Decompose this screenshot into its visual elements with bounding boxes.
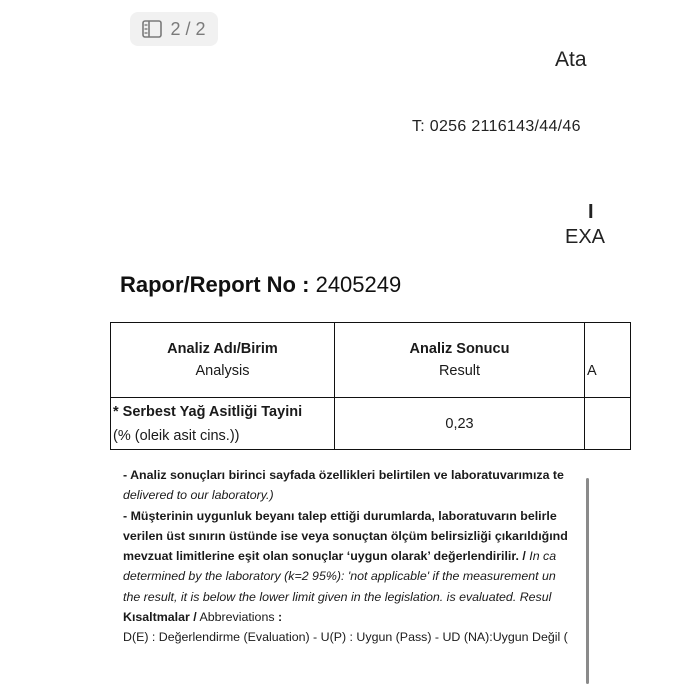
header-cell-analysis: Analiz Adı/Birim Analysis bbox=[111, 323, 335, 398]
note-line: delivered to our laboratory.) bbox=[123, 488, 274, 503]
note-line: verilen üst sınırın üstünde ise veya sonuçtan ölçüm belirsizliği çıkarıldığınd bbox=[123, 528, 568, 543]
report-number-line bbox=[120, 272, 401, 298]
document-subtitle: EXA bbox=[565, 226, 606, 248]
abbreviations-heading: Kısaltmalar / Abbreviations : bbox=[123, 610, 283, 625]
note-line: determined by the laboratory (k=2 95%): 'not applicable' if the measurement un bbox=[123, 569, 556, 584]
report-number-label: Rapor/Report No : bbox=[120, 272, 310, 297]
company-name: Ata bbox=[555, 48, 587, 71]
abbreviations-line: D(E) : Değerlendirme (Evaluation) - U(P) : Uygun (Pass) - UD (NA):Uygun Değil ( bbox=[123, 630, 568, 645]
parameter-cell: * Serbest Yağ Asitliği Tayini (% (oleik asit cins.)) bbox=[111, 398, 335, 450]
vertical-scrollbar[interactable] bbox=[586, 478, 589, 684]
table-header-row bbox=[111, 323, 631, 398]
header-cell-result: Analiz Sonucu Result bbox=[335, 323, 585, 398]
note-line: - Müşterinin uygunluk beyanı talep ettiği durumlarda, laboratuvarın belirle bbox=[123, 508, 557, 523]
phone-number: T: 0256 2116143/44/46 bbox=[412, 118, 581, 135]
page-indicator-text: 2 / 2 bbox=[170, 18, 206, 39]
note-line: the result, it is below the lower limit given in the legislation. is evaluated. Resul bbox=[123, 589, 552, 604]
note-line: - Analiz sonuçları birinci sayfada özellikleri belirtilen ve laboratuvarımıza te bbox=[123, 468, 564, 482]
notes-section bbox=[123, 465, 568, 648]
result-cell: 0,23 bbox=[335, 398, 585, 450]
report-number-value: 2405249 bbox=[315, 272, 402, 297]
header-cell-third: A bbox=[585, 323, 631, 398]
document-title: I bbox=[588, 201, 594, 223]
table-row bbox=[111, 398, 631, 450]
note-line: mevzuat limitlerine eşit olan sonuçlar ‘uygun olarak’ değerlendirilir. / In ca bbox=[123, 549, 557, 564]
empty-cell bbox=[585, 398, 631, 450]
results-table bbox=[110, 322, 631, 450]
